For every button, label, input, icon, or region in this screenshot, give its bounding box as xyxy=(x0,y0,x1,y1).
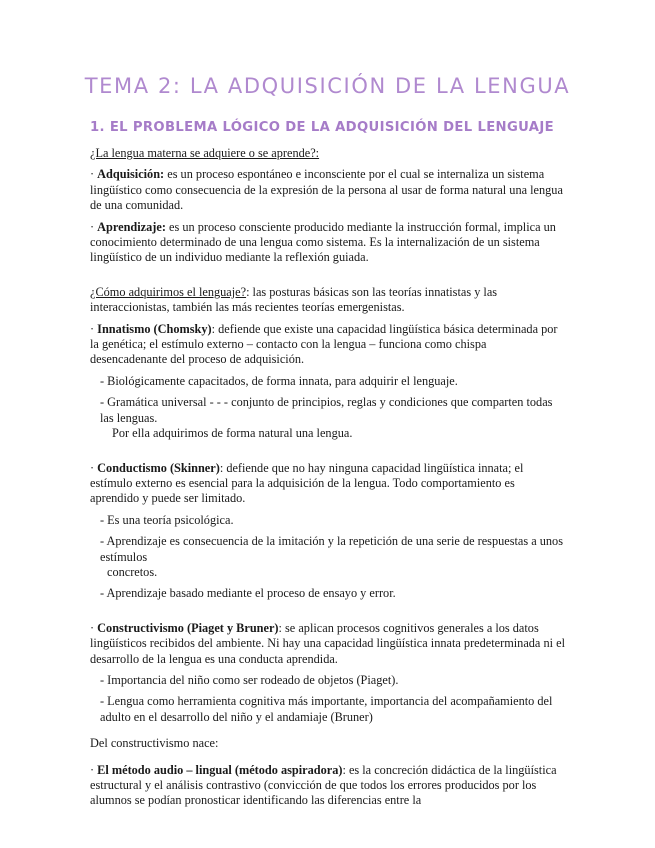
definition-text: es un proceso consciente producido mediante la instrucción formal, implica un conocimiento determinado de una lengua como sistema. Es la internalización de un sistema lingüístico de un individuo mediante la reflexión guiada. xyxy=(90,219,556,265)
question-1: ¿La lengua materna se adquiere o se aprende?: xyxy=(90,146,320,160)
definition-text: : defiende que no hay ninguna capacidad lingüística innata; el estímulo externo es esencial para la adquisición de la lengua. Todo comportamiento es aprendido y puede ser limitado. xyxy=(90,460,524,506)
term-aprendizaje: Aprendizaje: xyxy=(97,219,166,234)
list-item: - Lengua como herramienta cognitiva más importante, importancia del acompañamiento del adulto en el desarrollo del niño y el andamiaje (Bruner) xyxy=(100,694,553,724)
paragraph-nace: Del constructivismo nace: xyxy=(90,736,219,751)
document-body xyxy=(90,146,566,809)
definition-text: : se aplican procesos cognitivos generales a los datos lingüísticos recibidos del ambiente. Ni hay una capacidad lingüística innata predeterminada ni el desarrollo de la lengua es una conducta aprendida. xyxy=(90,620,565,666)
list-item: - Aprendizaje es consecuencia de la imitación y la repetición de una serie de respuestas a unos estímulos xyxy=(100,534,563,564)
term-adquisicion: Adquisición: xyxy=(97,167,165,182)
definition-text: es un proceso espontáneo e inconsciente por el cual se internaliza un sistema lingüístico como consecuencia de la expresión de la persona al usar de forma natural una lengua de una comunidad. xyxy=(90,167,563,213)
bullet: · xyxy=(90,321,98,336)
paragraph-conductismo xyxy=(90,461,566,507)
bullet: · xyxy=(90,219,98,234)
term-conductismo: Conductismo (Skinner) xyxy=(97,460,220,475)
bullet: · xyxy=(90,460,98,475)
term-constructivismo: Constructivismo (Piaget y Bruner) xyxy=(97,620,279,635)
question-2 xyxy=(90,285,566,316)
note-text: Por ella adquirimos de forma natural una lengua. xyxy=(112,426,353,441)
list-item: - Importancia del niño como ser rodeado de objetos (Piaget). xyxy=(100,672,399,687)
section-heading: 1. EL PROBLEMA LÓGICO DE LA ADQUISICIÓN DEL LENGUAJE xyxy=(90,120,554,135)
question-2-answer: : las posturas básicas son las teorías innatistas y las interaccionistas, también las más recientes teorías emergenistas. xyxy=(90,284,498,315)
bullet: · xyxy=(90,620,98,635)
paragraph-adquisicion xyxy=(90,167,566,213)
bullet: · xyxy=(90,762,98,777)
list-item: - Gramática universal - - - conjunto de principios, reglas y condiciones que comparten todas las lenguas. xyxy=(100,395,553,425)
page-title: TEMA 2: LA ADQUISICIÓN DE LA LENGUA xyxy=(84,74,571,98)
paragraph-innatismo xyxy=(90,322,566,368)
list-item: - Es una teoría psicológica. xyxy=(100,512,234,527)
paragraph-metodo xyxy=(90,763,566,809)
list-item: - Biológicamente capacitados, de forma innata, para adquirir el lenguaje. xyxy=(100,373,458,388)
question-2-text: ¿Cómo adquirimos el lenguaje? xyxy=(90,284,247,299)
definition-text: : defiende que existe una capacidad lingüística básica determinada por la genética; el estímulo externo – contacto con la lengua – funciona como chispa desencadenante del proceso de adquisición. xyxy=(90,321,558,367)
paragraph-constructivismo xyxy=(90,621,566,667)
term-innatismo: Innatismo (Chomsky) xyxy=(97,321,212,336)
paragraph-aprendizaje xyxy=(90,220,566,266)
list-item-continuation: concretos. xyxy=(107,564,158,579)
term-metodo: El método audio – lingual (método aspiradora) xyxy=(97,762,343,777)
bullet: · xyxy=(90,167,98,182)
definition-text: : es la concreción didáctica de la lingüística estructural y el análisis contrastivo (convicción de que todos los errores producidos por los alumnos se podían pronosticar identificando las diferencias entre la xyxy=(90,762,557,808)
list-item: - Aprendizaje basado mediante el proceso de ensayo y error. xyxy=(100,586,396,601)
